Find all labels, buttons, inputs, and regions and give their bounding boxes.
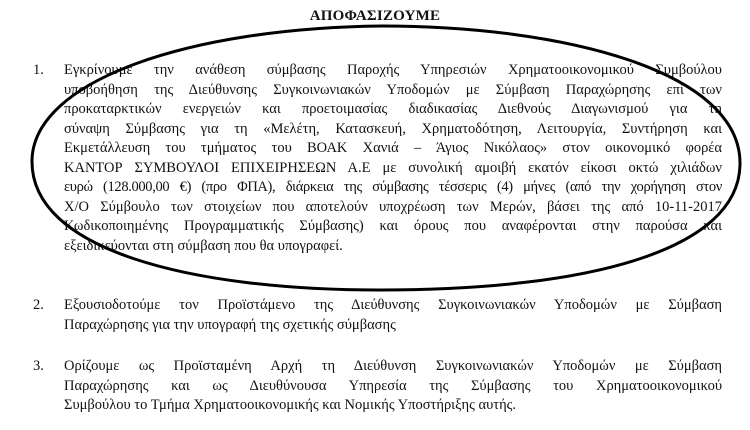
paragraph-line: προκαταρκτικών ενεργειών και προετοιμασίας διαδικασίας Διεθνούς Διαγωνισμού για τη	[64, 101, 722, 117]
paragraph-line: Εκμετάλλευση του τμήματος του ΒΟΑΚ Χανιά – Άγιος Νικόλαος» στον οικονομικό φορέα	[64, 140, 722, 156]
paragraph-line: Κωδικοποιημένης Προγραμματικής Σύμβασης) και όρους που αναφέρονται στην παρούσα και	[64, 218, 722, 234]
paragraph-line: Συμβούλου το Τμήμα Χρηματοοικονομικής και Νομικής Υποστήριξης αυτής.	[64, 397, 517, 413]
item-number: 1.	[33, 62, 44, 78]
paragraph-line: ΚΑΝΤΟΡ ΣΥΜΒΟΥΛΟΙ ΕΠΙΧΕΙΡΗΣΕΩΝ Α.Ε με συνολική αμοιβή εκατόν είκοσι οκτώ χιλιάδων	[64, 159, 722, 176]
item-paragraph	[64, 357, 722, 416]
paragraph-line: εξειδικεύονται στη σύμβαση που θα υπογραφεί.	[64, 237, 343, 254]
item-paragraph	[64, 61, 722, 256]
paragraph-line: ευρώ (128.000,00 €) (προ ΦΠΑ), διάρκεια της σύμβασης τέσσερις (4) μήνες (από την χορήγηση στον	[64, 179, 722, 195]
item-number: 2.	[33, 297, 44, 313]
paragraph-line: Παραχώρησης και ως Διευθύνουσα Υπηρεσία της Σύμβασης του Χρηματοοικονομικού	[64, 377, 722, 394]
paragraph-line: Ορίζουμε ως Προϊσταμένη Αρχή τη Διεύθυνση Συγκοινωνιακών Υποδομών με Σύμβαση	[64, 358, 722, 374]
paragraph-line: Εξουσιοδοτούμε τον Προϊστάμενο της Διεύθυνσης Συγκοινωνιακών Υποδομών με Σύμβαση	[64, 297, 722, 313]
item-paragraph	[64, 296, 722, 335]
paragraph-line: Παραχώρησης για την υπογραφή της σχετικής σύμβασης	[64, 316, 396, 333]
paragraph-line: Χ/Ο Σύμβουλο των στοιχείων που αποτελούν υποχρέωση των Μερών, βάσει της από 10-11-2017	[64, 198, 722, 215]
item-number: 3.	[33, 358, 44, 374]
paragraph-line: υποβοήθηση της Διεύθυνσης Συγκοινωνιακών Υποδομών με Σύμβαση Παραχώρησης επί των	[64, 81, 722, 98]
paragraph-line: σύναψη Σύμβασης για τη «Μελέτη, Κατασκευή, Χρηματοδότηση, Λειτουργία, Συντήρηση και	[64, 120, 722, 137]
paragraph-line: Εγκρίνουμε την ανάθεση σύμβασης Παροχής Υπηρεσιών Χρηματοοικονομικού Συμβούλου	[64, 62, 722, 78]
section-heading: ΑΠΟΦΑΣΙΖΟΥΜΕ	[309, 8, 441, 24]
